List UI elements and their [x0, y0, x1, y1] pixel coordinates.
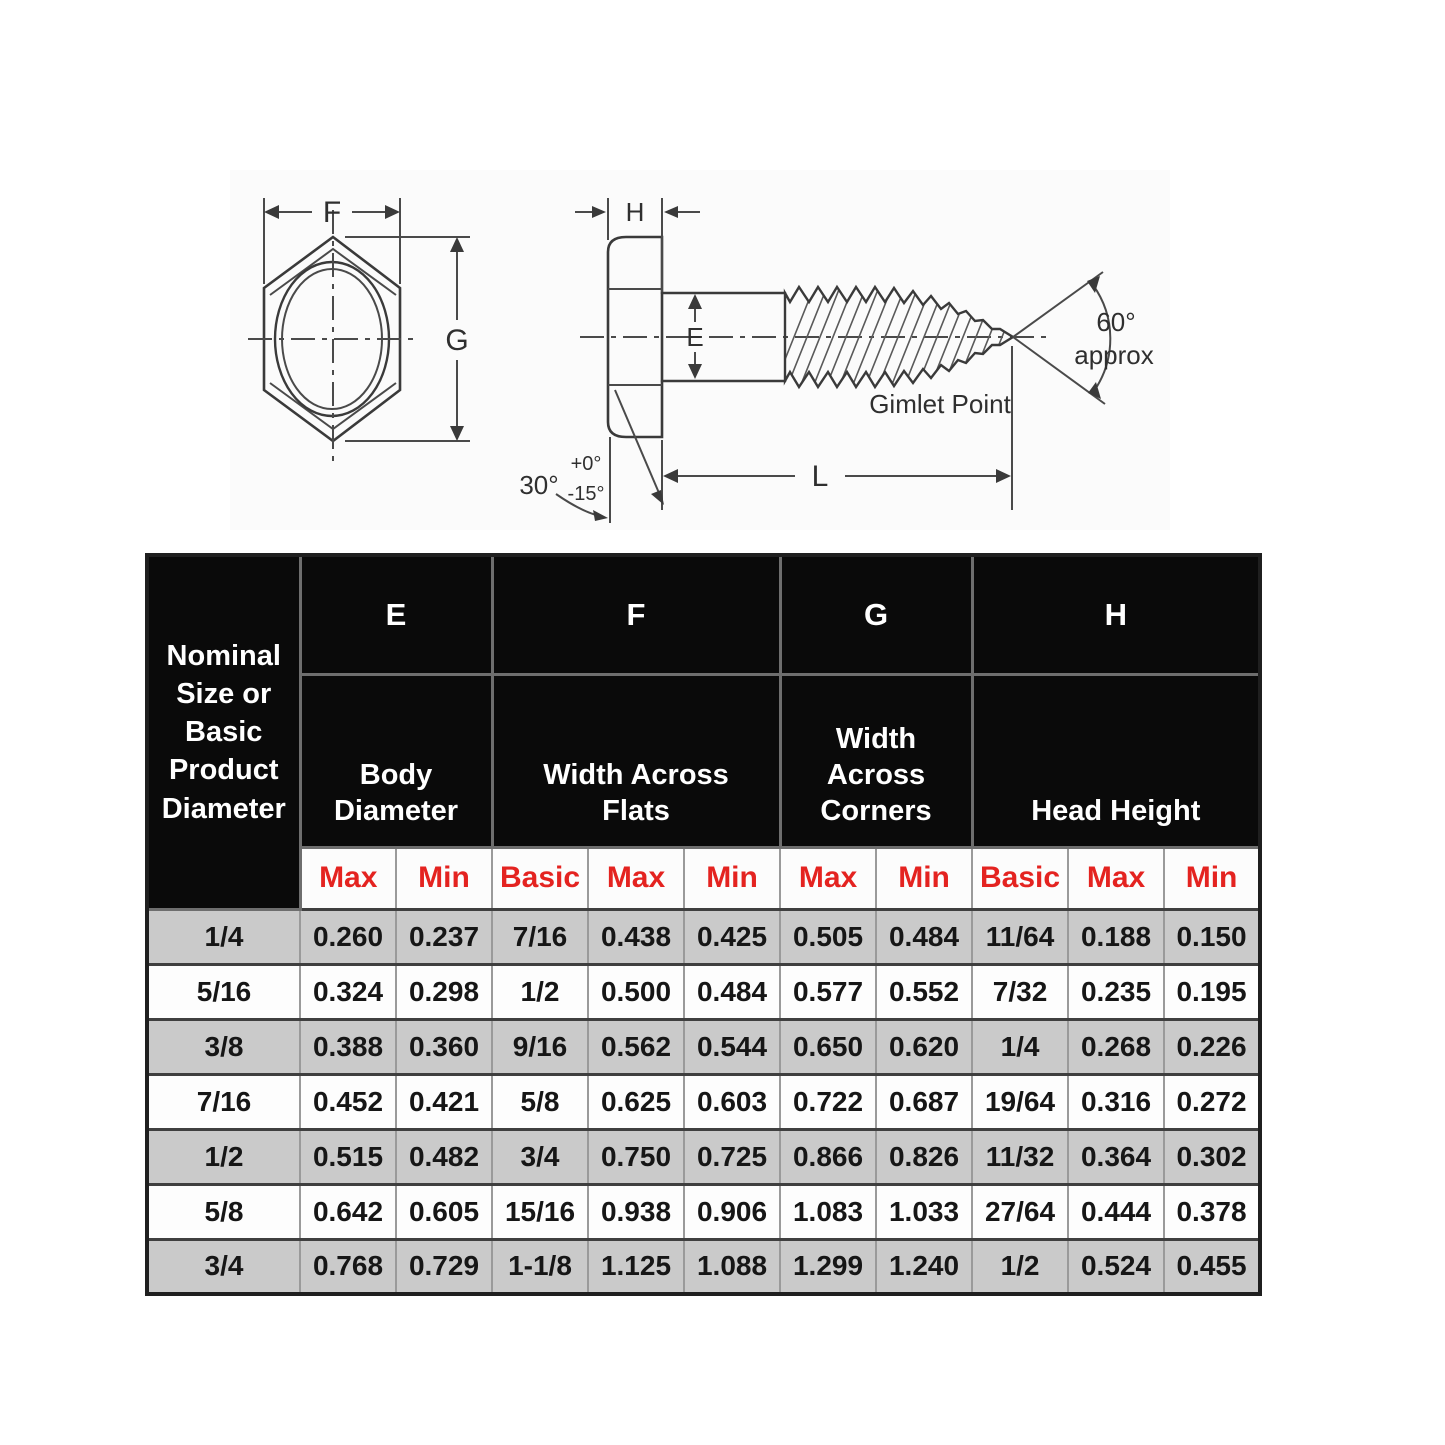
dimension-value-cell: 7/16: [492, 909, 588, 964]
subheader-h-min: Min: [1164, 847, 1260, 909]
dimension-value-cell: 0.562: [588, 1019, 684, 1074]
subheader-f-min: Min: [684, 847, 780, 909]
label-H: H: [625, 197, 645, 227]
dimension-value-cell: 0.484: [684, 964, 780, 1019]
dimension-value-cell: 0.768: [300, 1239, 396, 1294]
table-row: [147, 1019, 1260, 1074]
corner-header: Nominal Size or Basic Product Diameter: [147, 555, 300, 909]
dimension-value-cell: 0.650: [780, 1019, 876, 1074]
dimension-value-cell: 0.750: [588, 1129, 684, 1184]
dimension-value-cell: 0.866: [780, 1129, 876, 1184]
dimension-value-cell: 0.360: [396, 1019, 492, 1074]
lag-screw-diagram: [230, 170, 1170, 530]
dimension-value-cell: 0.452: [300, 1074, 396, 1129]
label-tolerance-minus: -15°: [567, 483, 605, 505]
group-name-text: Width Across Flats: [543, 759, 729, 828]
table-row: [147, 1129, 1260, 1184]
dimension-value-cell: 0.605: [396, 1184, 492, 1239]
nominal-size-cell: 5/8: [147, 1184, 300, 1239]
spec-table-body: [147, 909, 1260, 1294]
dimension-value-cell: 0.226: [1164, 1019, 1260, 1074]
dimension-value-cell: 0.324: [300, 964, 396, 1019]
subheader-g-max: Max: [780, 847, 876, 909]
dimension-value-cell: 7/32: [972, 964, 1068, 1019]
subheader-f-max: Max: [588, 847, 684, 909]
dimension-table-section: [145, 553, 1262, 1296]
dimension-value-cell: 1-1/8: [492, 1239, 588, 1294]
dimension-value-cell: 0.484: [876, 909, 972, 964]
table-row: [147, 1239, 1260, 1294]
dimension-value-cell: 0.298: [396, 964, 492, 1019]
dimension-value-cell: 0.260: [300, 909, 396, 964]
group-header-E: E: [300, 555, 492, 674]
group-name-text: Body Diameter: [333, 759, 459, 828]
label-L: L: [811, 460, 829, 493]
table-row: [147, 1184, 1260, 1239]
dimension-value-cell: 5/8: [492, 1074, 588, 1129]
dimension-value-cell: 0.687: [876, 1074, 972, 1129]
subheader-h-max: Max: [1068, 847, 1164, 909]
dimension-value-cell: 9/16: [492, 1019, 588, 1074]
group-header-H: H: [972, 555, 1260, 674]
dimension-value-cell: 0.388: [300, 1019, 396, 1074]
nominal-size-cell: 3/8: [147, 1019, 300, 1074]
label-G: G: [445, 324, 469, 357]
dimension-value-cell: 1.299: [780, 1239, 876, 1294]
dimension-value-cell: 19/64: [972, 1074, 1068, 1129]
dimension-value-cell: 0.577: [780, 964, 876, 1019]
dimension-value-cell: 0.235: [1068, 964, 1164, 1019]
header-row-letters: [147, 555, 1260, 674]
dimension-value-cell: 1.083: [780, 1184, 876, 1239]
dimension-value-cell: 0.544: [684, 1019, 780, 1074]
label-60-degrees: 60°: [1096, 307, 1136, 337]
label-gimlet-point: Gimlet Point: [869, 389, 1011, 419]
dimension-value-cell: 1.033: [876, 1184, 972, 1239]
group-name-text: Head Height: [1031, 795, 1201, 828]
label-tolerance-plus: +0°: [570, 453, 602, 475]
group-header-F: F: [492, 555, 780, 674]
dimension-value-cell: 0.625: [588, 1074, 684, 1129]
group-name-width-across-flats: [492, 674, 780, 847]
dimension-value-cell: 0.150: [1164, 909, 1260, 964]
subheader-e-min: Min: [396, 847, 492, 909]
dimension-value-cell: 0.515: [300, 1129, 396, 1184]
subheader-g-min: Min: [876, 847, 972, 909]
dimension-value-cell: 0.603: [684, 1074, 780, 1129]
dimension-value-cell: 11/32: [972, 1129, 1068, 1184]
dimension-value-cell: 0.188: [1068, 909, 1164, 964]
dimension-value-cell: 1.240: [876, 1239, 972, 1294]
dimension-value-cell: 0.826: [876, 1129, 972, 1184]
lag-screw-dimension-table: [145, 553, 1262, 1296]
dimension-value-cell: 0.455: [1164, 1239, 1260, 1294]
nominal-size-cell: 3/4: [147, 1239, 300, 1294]
dimension-value-cell: 0.552: [876, 964, 972, 1019]
dimension-value-cell: 0.505: [780, 909, 876, 964]
nominal-size-cell: 5/16: [147, 964, 300, 1019]
dimension-value-cell: 0.729: [396, 1239, 492, 1294]
dimension-value-cell: 27/64: [972, 1184, 1068, 1239]
table-row: [147, 964, 1260, 1019]
dimension-value-cell: 1.088: [684, 1239, 780, 1294]
dimension-value-cell: 1.125: [588, 1239, 684, 1294]
dimension-value-cell: 0.906: [684, 1184, 780, 1239]
dimension-value-cell: 0.268: [1068, 1019, 1164, 1074]
nominal-size-cell: 1/4: [147, 909, 300, 964]
dimension-value-cell: 0.272: [1164, 1074, 1260, 1129]
table-row: [147, 909, 1260, 964]
dimension-value-cell: 0.482: [396, 1129, 492, 1184]
label-approx: approx: [1074, 340, 1154, 370]
dimension-value-cell: 0.195: [1164, 964, 1260, 1019]
dimension-value-cell: 1/2: [492, 964, 588, 1019]
dimension-value-cell: 1/2: [972, 1239, 1068, 1294]
nominal-size-cell: 1/2: [147, 1129, 300, 1184]
dimension-value-cell: 0.237: [396, 909, 492, 964]
subheader-h-basic: Basic: [972, 847, 1068, 909]
dimension-value-cell: 0.725: [684, 1129, 780, 1184]
dimension-value-cell: 3/4: [492, 1129, 588, 1184]
dimension-value-cell: 0.421: [396, 1074, 492, 1129]
dimension-value-cell: 0.302: [1164, 1129, 1260, 1184]
dimension-value-cell: 15/16: [492, 1184, 588, 1239]
group-name-body-diameter: [300, 674, 492, 847]
dimension-value-cell: 0.364: [1068, 1129, 1164, 1184]
dimension-value-cell: 0.500: [588, 964, 684, 1019]
dimension-value-cell: 0.378: [1164, 1184, 1260, 1239]
table-row: [147, 1074, 1260, 1129]
dimension-value-cell: 11/64: [972, 909, 1068, 964]
dimension-value-cell: 0.444: [1068, 1184, 1164, 1239]
dimension-value-cell: 0.642: [300, 1184, 396, 1239]
dimension-value-cell: 0.620: [876, 1019, 972, 1074]
dimension-value-cell: 0.425: [684, 909, 780, 964]
group-name-head-height: [972, 674, 1260, 847]
label-F: F: [322, 196, 342, 229]
group-name-width-across-corners: [780, 674, 972, 847]
group-header-G: G: [780, 555, 972, 674]
nominal-size-cell: 7/16: [147, 1074, 300, 1129]
header-row-minmax: [147, 847, 1260, 909]
subheader-e-max: Max: [300, 847, 396, 909]
group-name-text: Width Across Corners: [820, 722, 932, 828]
dimension-value-cell: 1/4: [972, 1019, 1068, 1074]
subheader-f-basic: Basic: [492, 847, 588, 909]
dimension-value-cell: 0.316: [1068, 1074, 1164, 1129]
label-30-degrees: 30°: [519, 470, 559, 500]
dimension-value-cell: 0.524: [1068, 1239, 1164, 1294]
dimension-value-cell: 0.438: [588, 909, 684, 964]
dimension-value-cell: 0.722: [780, 1074, 876, 1129]
dimension-value-cell: 0.938: [588, 1184, 684, 1239]
label-E: E: [686, 322, 704, 352]
header-row-names: [147, 674, 1260, 847]
